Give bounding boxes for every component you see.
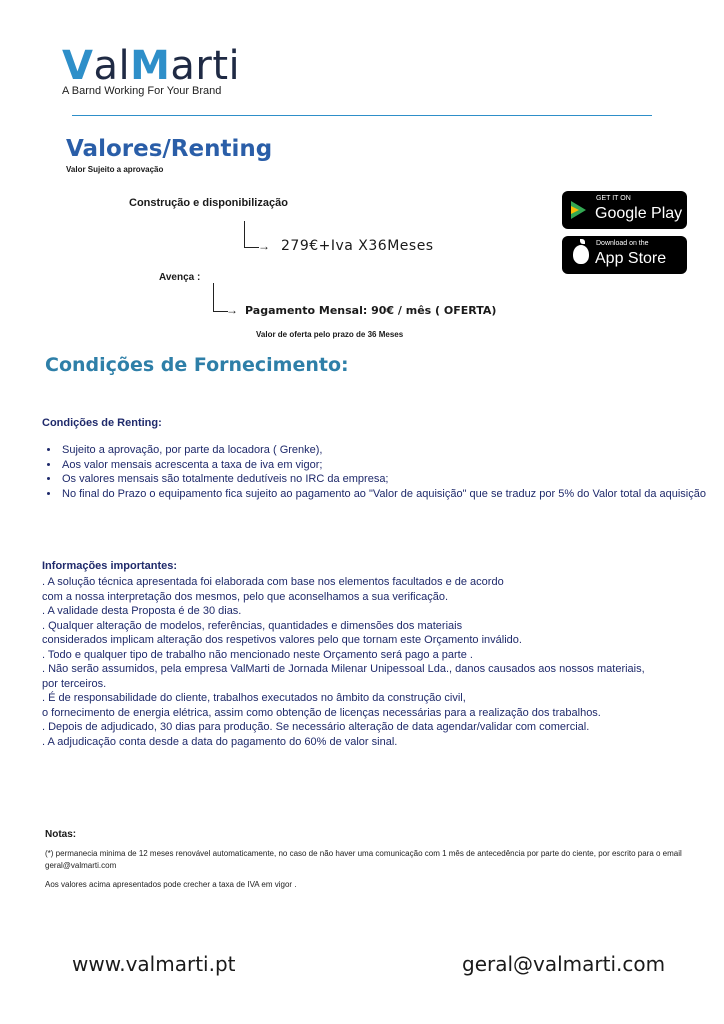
list-item: • Aos valor mensais acrescenta a taxa de iva em vigor;	[60, 458, 710, 473]
info-line: . A validade desta Proposta é de 30 dias.	[42, 605, 242, 617]
avenca-label: Avença :	[159, 272, 201, 283]
info-line: . Depois de adjudicado, 30 dias para produção. Se necessário alteração de data agendar/validar com comercial.	[42, 721, 590, 733]
note-vat: Aos valores acima apresentados pode crecher a taxa de IVA em vigor .	[45, 880, 297, 889]
info-line: por terceiros.	[42, 677, 107, 690]
google-play-big-text: Google Play	[595, 205, 683, 222]
logo-letter-v: V	[62, 43, 94, 89]
apple-icon	[573, 245, 589, 264]
offer-note: Valor de oferta pelo prazo de 36 Meses	[256, 330, 404, 339]
logo-letter-m: M	[130, 43, 171, 89]
list-item: • Os valores mensais são totalmente dedutíveis no IRC da empresa;	[60, 472, 710, 487]
info-line: . A solução técnica apresentada foi elaborada com base nos elementos facultados e de acordo	[42, 576, 504, 588]
construction-price: 279€+Iva X36Meses	[281, 238, 434, 254]
important-info-heading: Informações importantes:	[42, 560, 178, 572]
logo-text-arti: arti	[170, 43, 241, 89]
info-line: . Qualquer alteração de modelos, referências, quantidades e dimensões dos materiais	[42, 619, 463, 632]
app-store-badge[interactable]	[562, 236, 687, 274]
arrow-right-icon: →	[226, 303, 238, 317]
app-store-small-text: Download on the	[596, 240, 649, 247]
arrow-right-icon: →	[258, 239, 270, 253]
app-store-big-text: App Store	[595, 250, 667, 267]
info-line: . É de responsabilidade do cliente, trabalhos executados no âmbito da construção civil,	[42, 692, 466, 704]
page-title: Valores/Renting	[66, 136, 273, 162]
notes-heading: Notas:	[45, 829, 77, 840]
monthly-payment: Pagamento Mensal: 90€ / mês ( OFERTA)	[245, 304, 497, 317]
email-link[interactable]: geral@valmarti.com	[462, 952, 666, 976]
bracket-connector	[244, 221, 259, 248]
info-line: com a nossa interpretação dos mesmos, pelo que aconselhamos a sua verificação.	[42, 590, 448, 603]
list-item: • Sujeito a aprovação, por parte da locadora ( Grenke),	[60, 443, 710, 458]
info-line: considerados implicam alteração dos respetivos valores pelo que tornam este Orçamento inválido.	[42, 634, 522, 646]
info-line: . Não serão assumidos, pela empresa ValMarti de Jornada Milenar Unipessoal Lda., danos causados aos nossos materiais,	[42, 663, 645, 675]
info-line: . Todo e qualquer tipo de trabalho não mencionado neste Orçamento será pago a parte .	[42, 648, 473, 661]
google-play-small-text: GET IT ON	[596, 195, 631, 202]
renting-conditions-list	[42, 443, 710, 501]
info-line: o fornecimento de energia elétrica, assim como obtenção de licenças necessárias para a realização dos trabalhos.	[42, 706, 601, 719]
page-subtitle: Valor Sujeito a aprovação	[66, 165, 164, 174]
conditions-title: Condições de Fornecimento:	[45, 354, 349, 376]
valmarti-logo	[62, 44, 240, 88]
info-line: . A adjudicação conta desde a data do pagamento do 60% de valor sinal.	[42, 735, 398, 748]
construction-label: Construção e disponibilização	[129, 197, 288, 209]
google-play-badge[interactable]	[562, 191, 687, 229]
website-link[interactable]: www.valmarti.pt	[72, 952, 236, 976]
list-item: • No final do Prazo o equipamento fica sujeito ao pagamento ao "Valor de aquisição" que se traduz por 5% do Valor total da aquisição	[60, 487, 710, 502]
important-info-body	[42, 575, 702, 749]
note-permanence: (*) permanecia minima de 12 meses renovável automaticamente, no caso de não haver uma comunicação com 1 mês de antecedência por parte do ciente, por escrito para o email geral@valmarti.com	[45, 849, 682, 870]
logo-text-al: al	[93, 43, 131, 89]
renting-conditions-heading: Condições de Renting:	[42, 417, 162, 429]
google-play-icon	[571, 201, 586, 219]
header-divider	[72, 115, 652, 116]
logo-tagline: A Barnd Working For Your Brand	[62, 85, 222, 97]
